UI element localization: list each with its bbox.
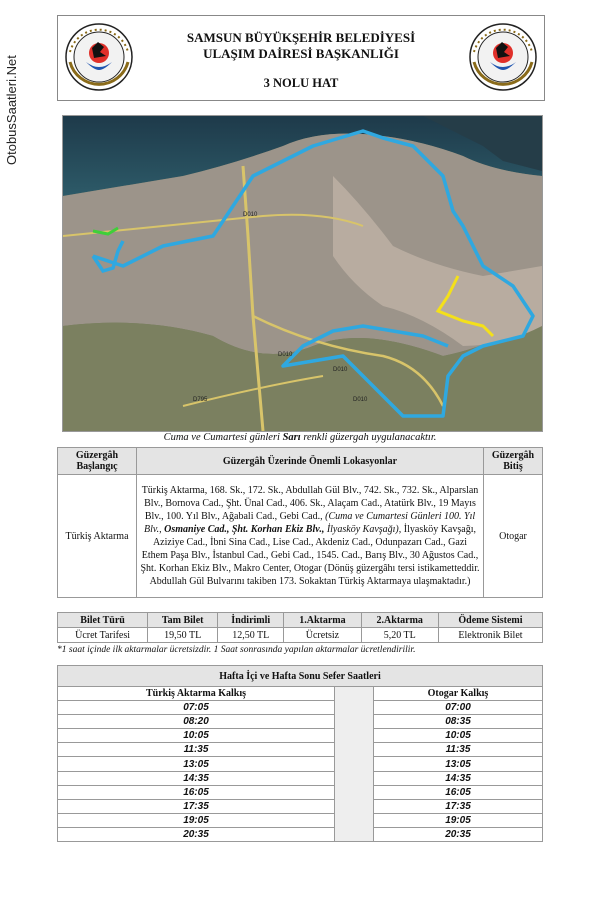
fare-header: 1.Aktarma: [284, 613, 361, 628]
caption-text-end: renkli güzergah uygulanacaktır.: [300, 432, 437, 443]
fare-table: [57, 612, 543, 643]
map-road-label: D795: [193, 397, 208, 403]
map-road-label: D010: [333, 367, 348, 373]
departure-time: 14:35: [58, 771, 335, 785]
route-map-image: [63, 116, 542, 431]
departure-time: 08:20: [58, 715, 335, 729]
fare-header: 2.Aktarma: [361, 613, 438, 628]
schedule-title: Hafta İçi ve Hafta Sonu Sefer Saatleri: [58, 666, 543, 687]
fare-header: Tam Bilet: [148, 613, 218, 628]
municipality-logo-right: [468, 22, 538, 92]
route-table: [57, 447, 543, 598]
departure-time: 08:35: [373, 715, 542, 729]
departure-time: 19:05: [373, 813, 542, 827]
fare-cell: 12,50 TL: [218, 628, 284, 643]
line-title: 3 NOLU HAT: [263, 76, 339, 90]
departure-time: 10:05: [373, 729, 542, 743]
route-map[interactable]: [62, 115, 543, 432]
route-header-start: Güzergâh Başlangıç: [58, 448, 137, 475]
fare-cell: 19,50 TL: [148, 628, 218, 643]
departure-time: 13:05: [373, 757, 542, 771]
departure-time: 17:35: [373, 799, 542, 813]
map-road-label: D010: [353, 397, 368, 403]
schedule-left-header: Türkiş Aktarma Kalkış: [58, 687, 335, 701]
departure-time: 20:35: [373, 827, 542, 841]
departure-time: 07:05: [58, 701, 335, 715]
organization-name: SAMSUN BÜYÜKŞEHİR BELEDİYESİ: [186, 30, 416, 45]
fare-cell: Ücretsiz: [284, 628, 361, 643]
caption-highlight: Sarı: [282, 432, 301, 443]
map-road-label: D010: [278, 352, 293, 358]
departure-time: 17:35: [58, 799, 335, 813]
departure-time: 16:05: [58, 785, 335, 799]
departure-time: 07:00: [373, 701, 542, 715]
map-road-label: D010: [243, 212, 258, 218]
fare-header: İndirimli: [218, 613, 284, 628]
caption-text: Cuma ve Cumartesi günleri: [163, 432, 283, 443]
department-name: ULAŞIM DAİRESİ BAŞKANLIĞI: [203, 46, 399, 61]
schedule-table: [57, 665, 543, 842]
route-start: Türkiş Aktarma: [58, 475, 137, 598]
transfer-note: *1 saat içinde ilk aktarmalar ücretsizdir. 1 Saat sonrasında yapılan aktarmalar ücretlendirilir.: [57, 645, 416, 655]
route-header-end: Güzergâh Bitiş: [484, 448, 543, 475]
route-locations: Türkiş Aktarma, 168. Sk., 172. Sk., Abdullah Gül Blv., 742. Sk., 732. Sk., Alparslan Blv., Bornova Cad., Şht. Ünal Cad., 406. Sk., Alaçam Cad., Atatürk Blv., 19 Mayıs Blv., 100. Yıl Blv., Ağabali Cad., Gebi Cad., (Cuma ve Cumartesi Günleri 100. Yıl Blv., Osmaniye Cad., Şht. Korhan Ekiz Blv., İlyasköy Kavşağı), İlyasköy Kavşağı, Aziziye Cad., İbni Sina Cad., Lise Cad., Akdeniz Cad., Odunpazarı Cad., Gazi Ethem Paşa Blv., İstanbul Cad., Gebi Cad., 1545. Cad., Barış Blv., 30 Ağustos Cad., Şht. Korhan Ekiz Blv., Makro Center, Otogar (Dönüş güzergâhı tersi istikametteddir. Abdullah Gül Bulvarını takiben 173. Sokaktan Türkiş Aktarmaya ulaşmaktadır.): [137, 475, 484, 598]
route-end: Otogar: [484, 475, 543, 598]
departure-time: 14:35: [373, 771, 542, 785]
departure-time: 20:35: [58, 827, 335, 841]
fare-cell: Ücret Tarifesi: [58, 628, 148, 643]
departure-time: 10:05: [58, 729, 335, 743]
departure-time: 19:05: [58, 813, 335, 827]
route-caption: [57, 432, 543, 443]
fare-cell: Elektronik Bilet: [438, 628, 542, 643]
fare-header: Ödeme Sistemi: [438, 613, 542, 628]
departure-time: 11:35: [58, 743, 335, 757]
schedule-divider: [334, 687, 373, 842]
departure-time: 13:05: [58, 757, 335, 771]
fare-cell: 5,20 TL: [361, 628, 438, 643]
route-header-locations: Güzergâh Üzerinde Önemli Lokasyonlar: [137, 448, 484, 475]
fare-header: Bilet Türü: [58, 613, 148, 628]
departure-time: 16:05: [373, 785, 542, 799]
document-header: [57, 15, 545, 101]
schedule-right-header: Otogar Kalkış: [373, 687, 542, 701]
departure-time: 11:35: [373, 743, 542, 757]
